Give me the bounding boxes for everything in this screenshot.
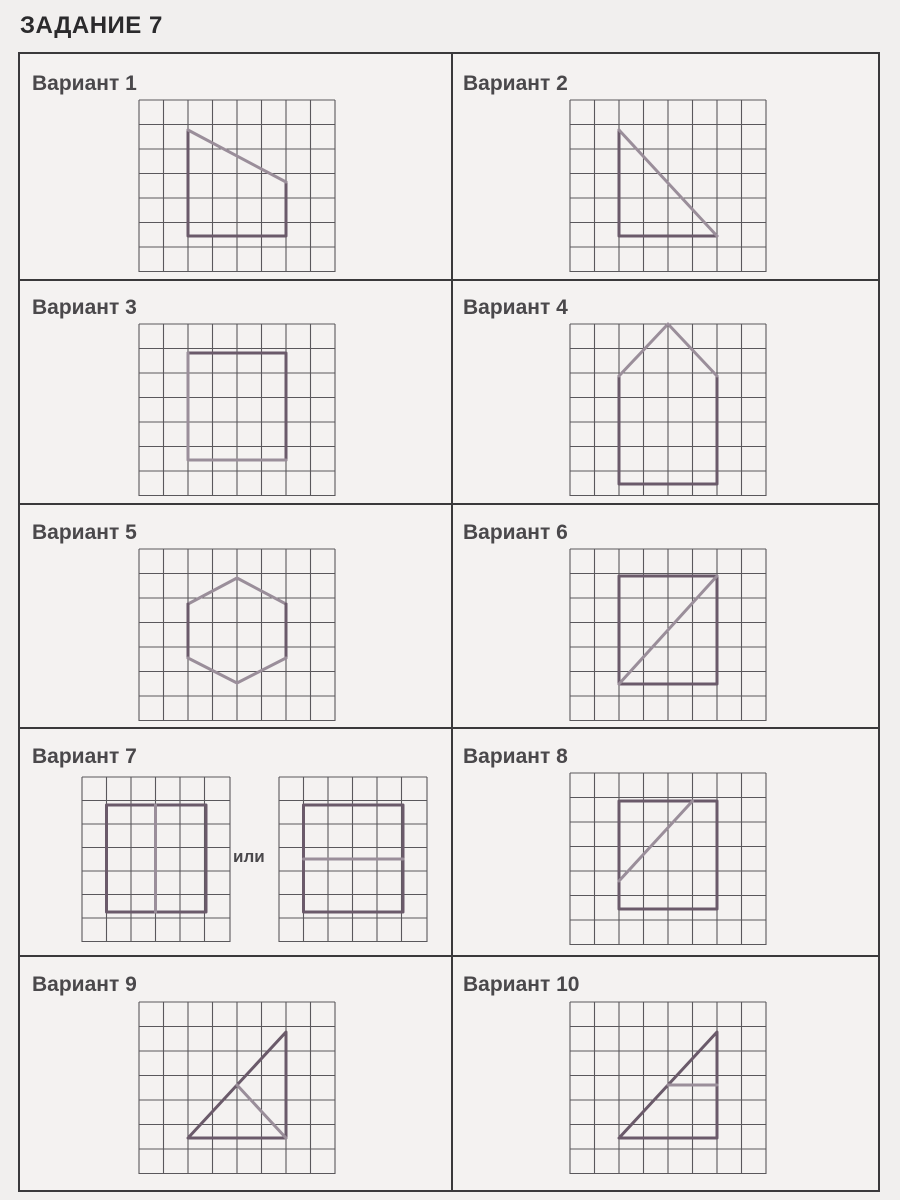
variant-7-label: Вариант 7 <box>32 745 137 768</box>
variant-6-grid <box>570 549 766 721</box>
row-divider <box>20 727 878 729</box>
row-divider <box>20 503 878 505</box>
variant-6-label: Вариант 6 <box>463 521 568 544</box>
column-divider <box>451 54 453 1190</box>
variant-8-label: Вариант 8 <box>463 745 568 768</box>
row-divider <box>20 955 878 957</box>
variant-8-grid <box>570 773 766 945</box>
variant-7-or-label: или <box>233 847 265 866</box>
row-divider <box>20 279 878 281</box>
variant-7-grid-b <box>279 777 427 942</box>
variant-10-label: Вариант 10 <box>463 973 580 996</box>
variant-7-grid-a <box>82 777 230 942</box>
variant-5-label: Вариант 5 <box>32 521 137 544</box>
variant-8-diagonal <box>619 801 693 881</box>
variant-2-grid <box>570 100 766 272</box>
page-title: ЗАДАНИЕ 7 <box>20 12 163 39</box>
variant-2-label: Вариант 2 <box>463 72 568 95</box>
variant-1-grid <box>139 100 335 272</box>
variant-10-grid <box>570 1002 766 1174</box>
answers-table <box>18 52 880 1192</box>
variant-9-grid <box>139 1002 335 1174</box>
variant-9-label: Вариант 9 <box>32 973 137 996</box>
variant-5-grid <box>139 549 335 721</box>
variant-4-label: Вариант 4 <box>463 296 568 319</box>
variant-4-grid <box>570 324 766 496</box>
variant-1-label: Вариант 1 <box>32 72 137 95</box>
variant-3-label: Вариант 3 <box>32 296 137 319</box>
variant-3-grid <box>139 324 335 496</box>
